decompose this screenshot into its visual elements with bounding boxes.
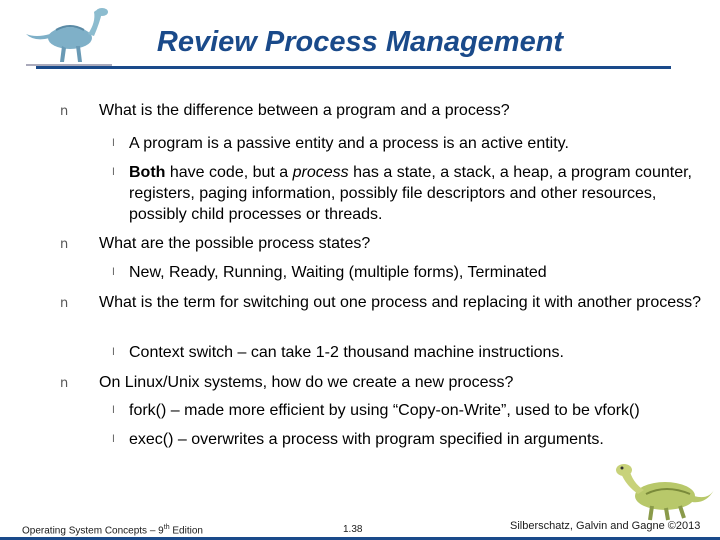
bullet-1-sub-2 — [129, 162, 714, 225]
sub-bullet-marker: l — [112, 138, 115, 149]
title-divider — [36, 66, 671, 69]
text-part: have code, but a — [165, 164, 293, 181]
bullet-1: What is the difference between a program and a process? — [99, 102, 510, 119]
sub-bullet-marker: l — [112, 434, 115, 445]
footer-text-tail: Edition — [169, 525, 203, 537]
bullet-1-sub-1: A program is a passive entity and a process is an active entity. — [129, 135, 569, 152]
sub-bullet-marker: l — [112, 347, 115, 358]
page-title: Review Process Management — [156, 26, 564, 58]
sub-bullet-marker: l — [112, 405, 115, 416]
footer-book-title — [22, 524, 203, 536]
footer-authors: Silberschatz, Galvin and Gagne ©2013 — [510, 520, 701, 532]
dinosaur-logo-icon — [22, 4, 114, 70]
bullet-2: What are the possible process states? — [99, 235, 371, 252]
footer-sup: th — [163, 524, 170, 531]
bullet-3: What is the term for switching out one process and replacing it with another process? — [99, 294, 702, 311]
dinosaur-footer-icon — [610, 460, 715, 522]
text-part: has a state, a stack, a heap, a program counter, registers, paging information, possibly file descriptors and other resources, possibly child processes or threads. — [129, 164, 692, 223]
sub-bullet-marker: l — [112, 267, 115, 278]
bullet-4: On Linux/Unix systems, how do we create a new process? — [99, 374, 514, 391]
bullet-4-sub-1: fork() – made more efficient by using “Copy-on-Write”, used to be vfork() — [129, 402, 640, 419]
bullet-marker: n — [60, 296, 69, 311]
page-number: 1.38 — [343, 524, 363, 535]
bullet-4-sub-2: exec() – overwrites a process with program specified in arguments. — [129, 431, 604, 448]
bullet-3-sub-1: Context switch – can take 1-2 thousand machine instructions. — [129, 344, 564, 361]
bullet-marker: n — [60, 376, 69, 391]
sub-bullet-marker: l — [112, 167, 115, 178]
bold-text: Both — [129, 164, 166, 181]
footer-text: Operating System Concepts – 9 — [22, 525, 164, 537]
italic-text: process — [292, 164, 349, 181]
bullet-2-sub-1: New, Ready, Running, Waiting (multiple forms), Terminated — [129, 264, 547, 281]
bullet-marker: n — [60, 237, 69, 252]
bullet-marker: n — [60, 104, 69, 119]
